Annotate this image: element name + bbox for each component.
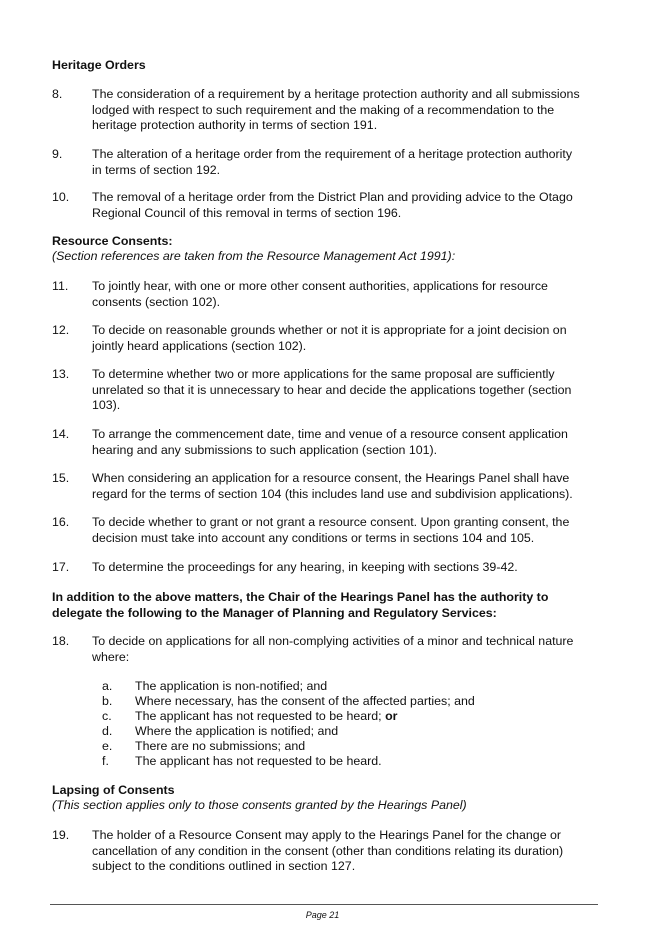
item-15-text: When considering an application for a resource consent, the Hearings Panel shall have regard for the terms of section 104 (this includes land use and subdivision applications). xyxy=(92,471,573,501)
subitem-a-letter: a. xyxy=(102,679,113,693)
subitem-c-letter: c. xyxy=(102,709,112,723)
subitem-c-text: The applicant has not requested to be heard; or xyxy=(135,709,398,723)
subitem-b-letter: b. xyxy=(102,694,113,708)
item-12-number: 12. xyxy=(52,323,70,337)
item-14-number: 14. xyxy=(52,427,70,441)
resource-note: (Section references are taken from the Resource Management Act 1991): xyxy=(52,249,456,263)
lapsing-heading: Lapsing of Consents xyxy=(52,783,175,797)
item-10-number: 10. xyxy=(52,190,70,204)
item-11-number: 11. xyxy=(52,279,69,293)
item-13-text: To determine whether two or more applications for the same proposal are sufficiently unrelated so that it is unnecessary to hear and decide the applications together (section 103). xyxy=(92,367,572,413)
footer-rule xyxy=(50,904,598,905)
item-17-text: To determine the proceedings for any hearing, in keeping with sections 39-42. xyxy=(92,560,518,574)
item-18-text: To decide on applications for all non-complying activities of a minor and technical nature where: xyxy=(92,634,574,664)
item-10-text: The removal of a heritage order from the District Plan and providing advice to the Otago Regional Council of this removal in terms of section 196. xyxy=(92,190,573,220)
subitem-e-text: There are no submissions; and xyxy=(135,739,306,753)
subitem-f-letter: f. xyxy=(102,754,109,768)
item-9-text: The alteration of a heritage order from the requirement of a heritage protection authority in terms of section 192. xyxy=(92,147,573,177)
item-8-number: 8. xyxy=(52,87,63,101)
item-9-number: 9. xyxy=(52,147,63,161)
item-19-number: 19. xyxy=(52,828,70,842)
delegation-statement: In addition to the above matters, the Chair of the Hearings Panel has the authority to delegate the following to the Manager of Planning and Regulatory Services: xyxy=(52,590,549,620)
item-15-number: 15. xyxy=(52,471,70,485)
page-number: Page 21 xyxy=(305,910,340,920)
lapsing-note: (This section applies only to those consents granted by the Hearings Panel) xyxy=(52,798,467,812)
subitem-d-letter: d. xyxy=(102,724,113,738)
subitem-d-text: Where the application is notified; and xyxy=(135,724,339,738)
item-14-text: To arrange the commencement date, time and venue of a resource consent application hearing and any submissions to such application (section 101). xyxy=(92,427,568,457)
item-16-number: 16. xyxy=(52,515,70,529)
item-17-number: 17. xyxy=(52,560,70,574)
item-18-number: 18. xyxy=(52,634,70,648)
subitem-a-text: The application is non-notified; and xyxy=(135,679,328,693)
item-19-text: The holder of a Resource Consent may apply to the Hearings Panel for the change or cancellation of any condition in the consent (other than conditions relating its duration) subject to the conditions outlined in section 127. xyxy=(92,828,564,874)
heritage-heading: Heritage Orders xyxy=(52,58,146,72)
resource-heading: Resource Consents: xyxy=(52,234,173,248)
subitem-f-text: The applicant has not requested to be heard. xyxy=(135,754,382,768)
item-13-number: 13. xyxy=(52,367,70,381)
item-12-text: To decide on reasonable grounds whether or not it is appropriate for a joint decision on jointly heard applications (section 102). xyxy=(92,323,567,353)
subitem-c-bold-or: or xyxy=(385,709,398,723)
item-8-text: The consideration of a requirement by a heritage protection authority and all submissions lodged with respect to such requirement and the making of a recommendation to the heritage protection authority in terms of section 191. xyxy=(92,87,580,133)
item-16-text: To decide whether to grant or not grant a resource consent. Upon granting consent, the decision must take into account any conditions or terms in sections 104 and 105. xyxy=(92,515,570,545)
subitem-b-text: Where necessary, has the consent of the affected parties; and xyxy=(135,694,475,708)
subitem-e-letter: e. xyxy=(102,739,113,753)
item-11-text: To jointly hear, with one or more other consent authorities, applications for resource consents (section 102). xyxy=(92,279,548,309)
